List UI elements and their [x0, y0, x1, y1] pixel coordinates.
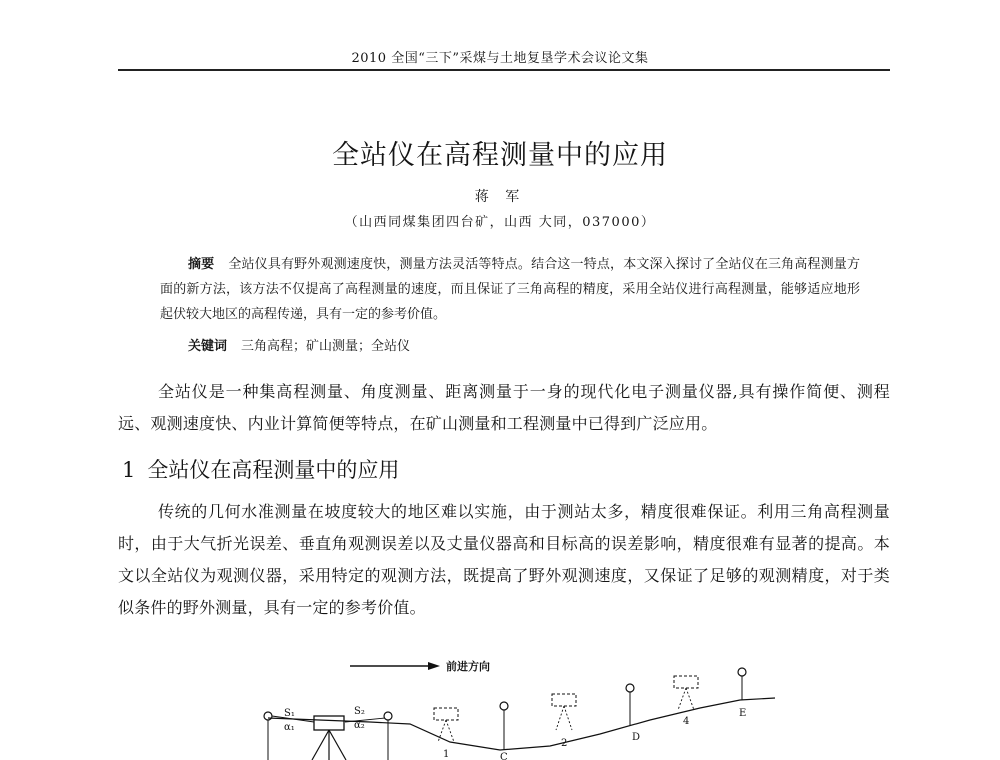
instrument-1-icon: [314, 716, 344, 730]
section-heading: [122, 454, 399, 484]
section-paragraph: 传统的几何水准测量在坡度较大的地区难以实施，由于测站太多，精度很难保证。利用三角高程测量时，由于大气折光误差、垂直角观测误差以及丈量仪器高和目标高的误差影响，精度很难有显著的提高。本文以全站仪为观测仪器，采用特定的观测方法，既提高了野外观测速度，又保证了足够的观测精度，对于类似条件的野外测量，具有一定的参考价值。: [118, 502, 890, 617]
target-e-icon: [738, 668, 746, 676]
label-point-e: E: [739, 708, 747, 719]
instrument-station-3-icon: [674, 676, 698, 688]
station-3-leg-left: [678, 688, 686, 710]
station-1-leg-right: [446, 720, 454, 742]
author: 蒋 军: [474, 189, 526, 205]
keywords-text: 三角高程；矿山测量；全站仪: [241, 339, 411, 354]
intro-paragraph: 全站仪是一种集高程测量、角度测量、距离测量于一身的现代化电子测量仪器,具有操作简便、测程远、观测速度快、内业计算简便等特点，在矿山测量和工程测量中已得到广泛应用。: [118, 382, 890, 433]
label-s1: S₁: [284, 708, 295, 719]
target-c-icon: [500, 702, 508, 710]
target-start-icon: [264, 712, 272, 720]
instrument-station-1-icon: [434, 708, 458, 720]
label-a2: α₂: [354, 720, 365, 731]
label-station-4: 4: [683, 716, 690, 727]
direction-arrow-head: [428, 662, 440, 670]
keywords: [188, 335, 860, 354]
running-header: 2010 全国“三下”采煤与土地复垦学术会议论文集: [351, 51, 649, 66]
target-d-icon: [626, 684, 634, 692]
abstract-text: 全站仪具有野外观测速度快，测量方法灵活等特点。结合这一特点，本文深入探讨了全站仪在三角高程测量方面的新方法，该方法不仅提高了高程测量的速度，而且保证了三角高程的精度，采用全站仪进行高程测量，能够适应地形起伏较大地区的高程传递，具有一定的参考价值。: [160, 257, 860, 322]
station-3-leg-right: [686, 688, 694, 710]
instrument-station-2-icon: [552, 694, 576, 706]
label-station-2: 2: [561, 738, 568, 749]
label-s2: S₂: [354, 706, 365, 717]
label-station-1: 1: [443, 749, 450, 760]
direction-label: 前进方向: [446, 660, 490, 673]
label-point-c: C: [500, 752, 508, 760]
station-2-leg-left: [556, 706, 564, 730]
keywords-label: 关键词: [188, 339, 228, 354]
label-a1: α₁: [284, 722, 295, 733]
paper-title: 全站仪在高程测量中的应用: [332, 140, 668, 171]
tripod-1-leg-right: [329, 730, 346, 760]
station-2-leg-right: [564, 706, 572, 730]
survey-figure: [250, 650, 790, 760]
abstract: [160, 252, 860, 327]
section-title: 全站仪在高程测量中的应用: [147, 458, 400, 482]
label-point-d: D: [632, 732, 641, 743]
target-b-icon: [384, 712, 392, 720]
abstract-label: 摘要: [188, 257, 215, 272]
section-number: 1: [122, 458, 136, 482]
affiliation: （山西同煤集团四台矿，山西 大同，037000）: [344, 215, 656, 230]
header-rule: [118, 69, 890, 71]
survey-diagram: [250, 650, 790, 760]
tripod-1-leg-left: [312, 730, 329, 760]
